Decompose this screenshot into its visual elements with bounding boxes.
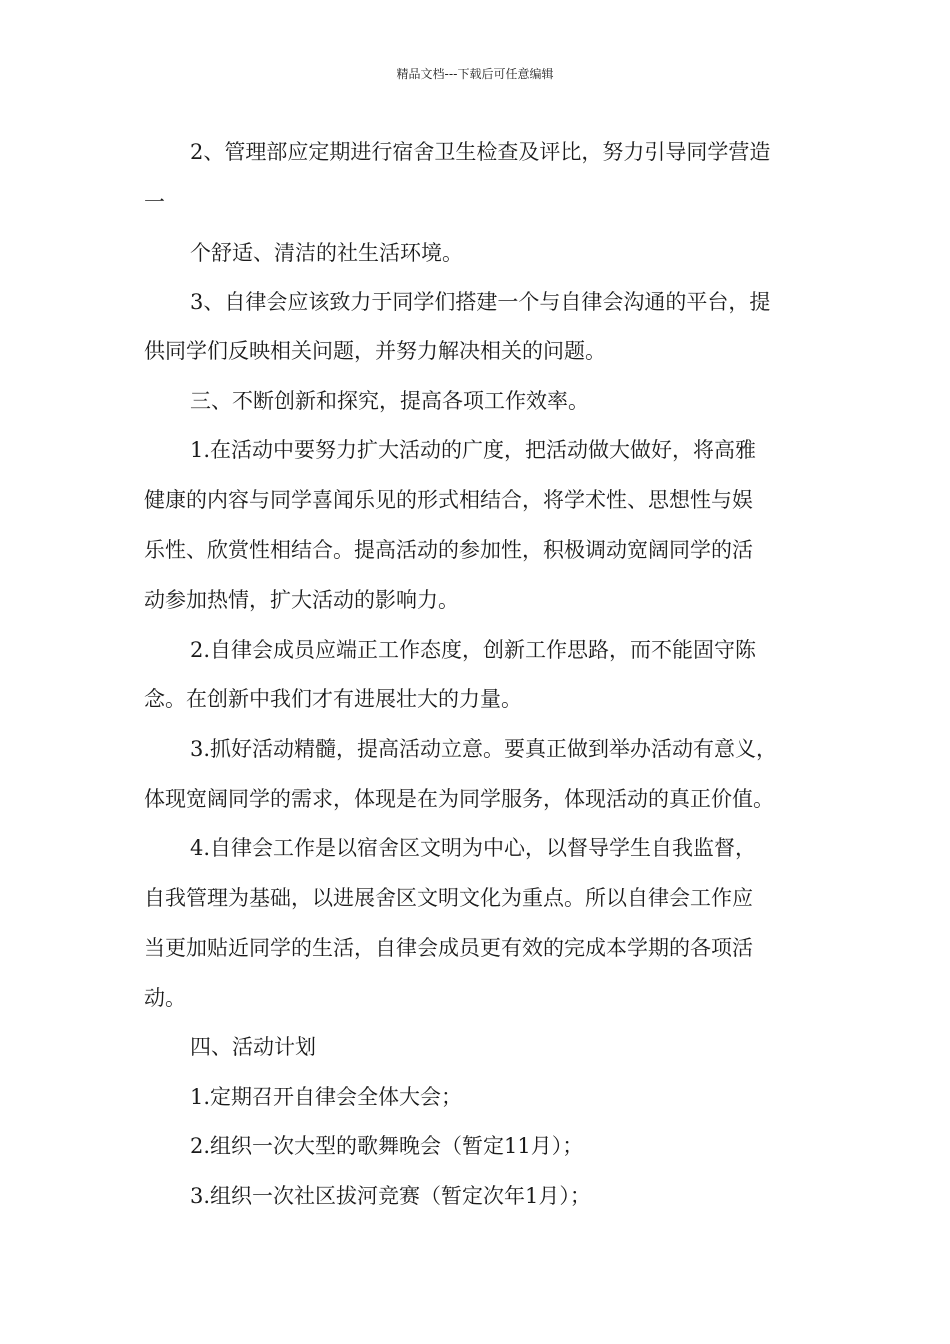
text-line: 健康的内容与同学喜闻乐见的形式相结合，将学术性、思想性与娱 — [144, 488, 753, 512]
text-line: 个舒适、清洁的社生活环境。 — [190, 241, 463, 265]
text-line: 3.组织一次社区拔河竞赛（暂定次年1月）； — [190, 1184, 591, 1208]
text-line: 四、活动计划 — [190, 1035, 316, 1059]
text-line: 当更加贴近同学的生活，自律会成员更有效的完成本学期的各项活 — [144, 936, 753, 960]
text-line: 1.定期召开自律会全体大会； — [190, 1085, 463, 1109]
text-line: 体现宽阔同学的需求，体现是在为同学服务，体现活动的真正价值。 — [144, 787, 774, 811]
text-line: 2.组织一次大型的歌舞晚会（暂定11月）； — [190, 1134, 584, 1158]
text-line: 一 — [144, 190, 165, 214]
text-line: 动。 — [144, 986, 186, 1010]
text-line: 3、自律会应该致力于同学们搭建一个与自律会沟通的平台，提 — [190, 290, 771, 314]
page-header: 精品文档---下载后可任意编辑 — [396, 67, 554, 81]
text-line: 4.自律会工作是以宿舍区文明为中心，以督导学生自我监督， — [190, 836, 757, 860]
text-line: 2、管理部应定期进行宿舍卫生检查及评比，努力引导同学营造 — [190, 140, 771, 164]
text-line: 乐性、欣赏性相结合。提高活动的参加性，积极调动宽阔同学的活 — [144, 538, 753, 562]
text-line: 1.在活动中要努力扩大活动的广度，把活动做大做好，将高雅 — [190, 438, 757, 462]
text-line: 念。在创新中我们才有进展壮大的力量。 — [144, 687, 522, 711]
text-line: 动参加热情，扩大活动的影响力。 — [144, 588, 459, 612]
text-line: 2.自律会成员应端正工作态度，创新工作思路，而不能固守陈 — [190, 638, 757, 662]
text-line: 自我管理为基础，以进展舍区文明文化为重点。所以自律会工作应 — [144, 886, 753, 910]
text-line: 3.抓好活动精髓，提高活动立意。要真正做到举办活动有意义， — [190, 737, 778, 761]
text-line: 三、不断创新和探究，提高各项工作效率。 — [190, 389, 589, 413]
text-line: 供同学们反映相关问题，并努力解决相关的问题。 — [144, 339, 606, 363]
